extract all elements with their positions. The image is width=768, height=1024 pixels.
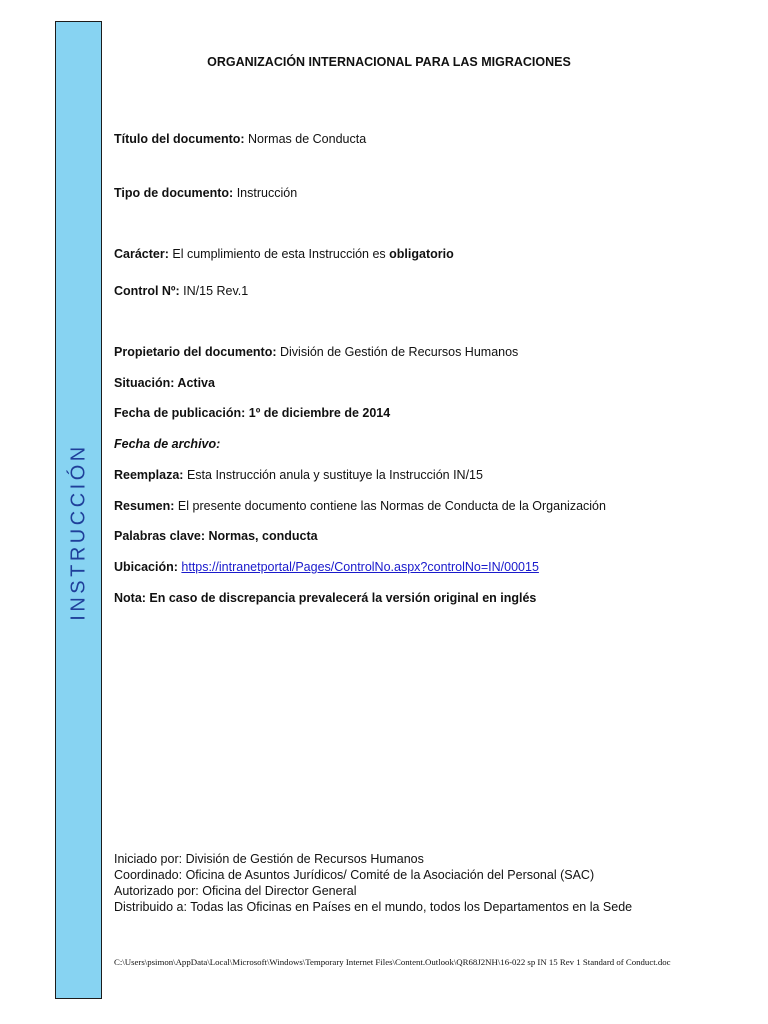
field-propietario-value: División de Gestión de Recursos Humanos: [280, 345, 519, 359]
field-tipo: [114, 186, 297, 200]
field-fecha-archivo: [114, 437, 220, 451]
field-reemplaza-value: Esta Instrucción anula y sustituye la Instrucción IN/15: [186, 468, 483, 482]
field-nota-label: Nota: En caso de discrepancia prevalecerá la versión original en inglés: [114, 591, 537, 605]
organization-title: ORGANIZACIÓN INTERNACIONAL PARA LAS MIGRACIONES: [207, 55, 571, 69]
field-titulo: [114, 132, 366, 146]
field-tipo-value: Instrucción: [236, 186, 298, 200]
field-control-value: IN/15 Rev.1: [183, 284, 249, 298]
ubicacion-link[interactable]: https://intranetportal/Pages/ControlNo.aspx?controlNo=IN/00015: [181, 560, 539, 574]
footer-coordinado: Coordinado: Oficina de Asuntos Jurídicos/ Comité de la Asociación del Personal (SAC): [114, 868, 595, 882]
field-control: [114, 284, 248, 298]
field-palabras-clave: [114, 529, 318, 543]
field-resumen: [114, 499, 606, 513]
field-nota: [114, 591, 536, 605]
sidebar-label: INSTRUCCIÓN: [67, 443, 89, 621]
field-resumen-value: El presente documento contiene las Normas de Conducta de la Organización: [177, 499, 606, 513]
field-fecha-archivo-label: Fecha de archivo:: [114, 437, 221, 451]
instruction-sidebar: [55, 21, 102, 999]
field-control-label: Control Nº:: [114, 284, 180, 298]
field-reemplaza-label: Reemplaza:: [114, 468, 184, 482]
footer-iniciado: Iniciado por: División de Gestión de Recursos Humanos: [114, 852, 424, 866]
field-ubicacion: [114, 560, 539, 574]
field-caracter-value: El cumplimiento de esta Instrucción es: [172, 247, 386, 261]
field-caracter-label: Carácter:: [114, 247, 169, 261]
field-fecha-publicacion: [114, 406, 390, 420]
field-propietario: [114, 345, 518, 359]
field-fecha-publicacion-label: Fecha de publicación: 1º de diciembre de 2014: [114, 406, 391, 420]
file-path-note: C:\Users\psimon\AppData\Local\Microsoft\Windows\Temporary Internet Files\Content.Outlook\QR68J2NH\16-022 sp IN 15 Rev 1 Standard of Conduct.doc: [114, 957, 671, 967]
field-situacion-label: Situación: Activa: [114, 376, 215, 390]
field-palabras-clave-label: Palabras clave: Normas, conducta: [114, 529, 318, 543]
field-caracter-emphasis: obligatorio: [389, 247, 454, 261]
field-resumen-label: Resumen:: [114, 499, 175, 513]
field-titulo-value: Normas de Conducta: [248, 132, 367, 146]
field-caracter: [114, 247, 454, 261]
field-tipo-label: Tipo de documento:: [114, 186, 234, 200]
footer-autorizado: Autorizado por: Oficina del Director General: [114, 884, 357, 898]
field-ubicacion-label: Ubicación:: [114, 560, 178, 574]
field-titulo-label: Título del documento:: [114, 132, 245, 146]
field-reemplaza: [114, 468, 483, 482]
field-propietario-label: Propietario del documento:: [114, 345, 277, 359]
footer-distribuido: Distribuido a: Todas las Oficinas en Países en el mundo, todos los Departamentos en la Sede: [114, 900, 633, 914]
field-situacion: [114, 376, 215, 390]
